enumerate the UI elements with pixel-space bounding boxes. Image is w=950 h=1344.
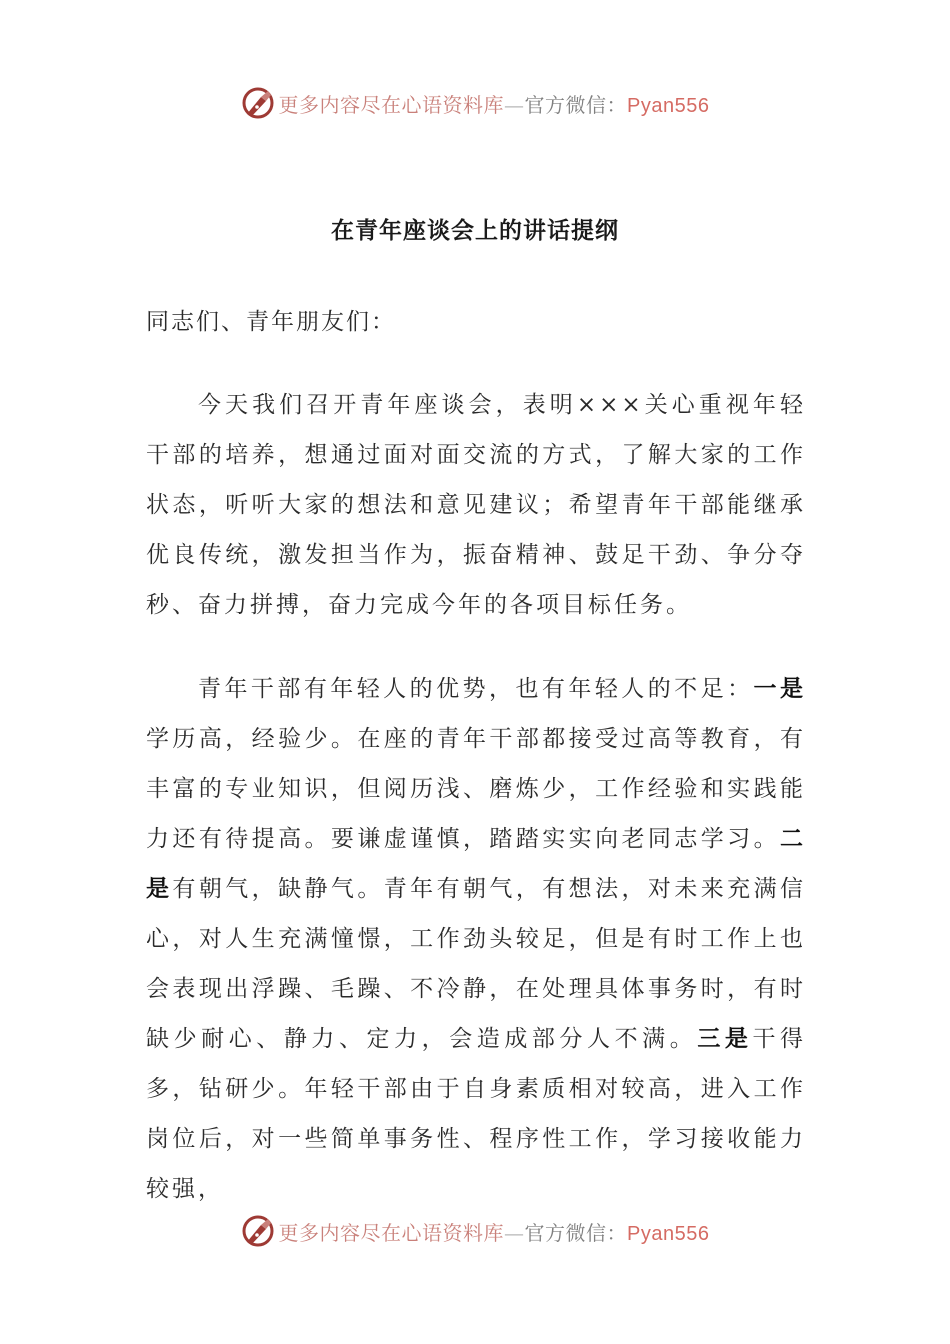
point-3-text: 干得多，钻研少。年轻干部由于自身素质相对较高，进入工作岗位后，对一些简单事务性、程序性工作，学习接收能力较强， bbox=[146, 1026, 807, 1202]
point-2-text: 有朝气，缺静气。青年有朝气，有想法，对未来充满信心，对人生充满憧憬，工作劲头较足，但是有时工作上也会表现出浮躁、毛躁、不冷静，在处理具体事务时，有时缺少耐心、静力、定力，会造成部分人不满。 bbox=[146, 876, 807, 1052]
point-3-label: 三是 bbox=[697, 1025, 753, 1052]
footer-watermark bbox=[0, 1211, 950, 1251]
watermark-wechat-id: Pyan556 bbox=[627, 1222, 710, 1245]
watermark-wechat-id: Pyan556 bbox=[627, 94, 710, 117]
watermark-text bbox=[279, 89, 710, 118]
watermark-label: 官方微信： bbox=[524, 1220, 628, 1245]
watermark-separator: — bbox=[504, 92, 525, 117]
paragraph-2-intro: 青年干部有年轻人的优势，也有年轻人的不足： bbox=[198, 676, 754, 702]
document-title: 在青年座谈会上的讲话提纲 bbox=[331, 218, 619, 244]
watermark-main-text: 更多内容尽在心语资料库 bbox=[278, 1220, 505, 1245]
watermark-text bbox=[279, 1217, 710, 1246]
point-2-label: 二是 bbox=[146, 825, 806, 902]
paragraph-1: 今天我们召开青年座谈会，表明×××关心重视年轻干部的培养，想通过面对面交流的方式，了解大家的工作状态，听听大家的想法和意见建议；希望青年干部能继承优良传统，激发担当作为，振奋精神、鼓足干劲、争分夺秒、奋力拼搏，奋力完成今年的各项目标任务。 bbox=[146, 392, 806, 618]
watermark-separator: — bbox=[504, 1220, 525, 1245]
point-1-text: 学历高，经验少。在座的青年干部都接受过高等教育，有丰富的专业知识，但阅历浅、磨炼少，工作经验和实践能力还有待提高。要谦虚谨慎，踏踏实实向老同志学习。 bbox=[146, 726, 806, 852]
watermark-main-text: 更多内容尽在心语资料库 bbox=[278, 92, 505, 117]
salutation: 同志们、青年朋友们： bbox=[146, 309, 396, 335]
paragraph-2 bbox=[146, 664, 806, 1214]
watermark-label: 官方微信： bbox=[524, 92, 628, 117]
point-1-label: 一是 bbox=[753, 675, 807, 702]
pen-nib-logo-icon bbox=[241, 1214, 275, 1248]
header-watermark bbox=[0, 83, 950, 123]
pen-nib-logo-icon bbox=[241, 86, 275, 120]
